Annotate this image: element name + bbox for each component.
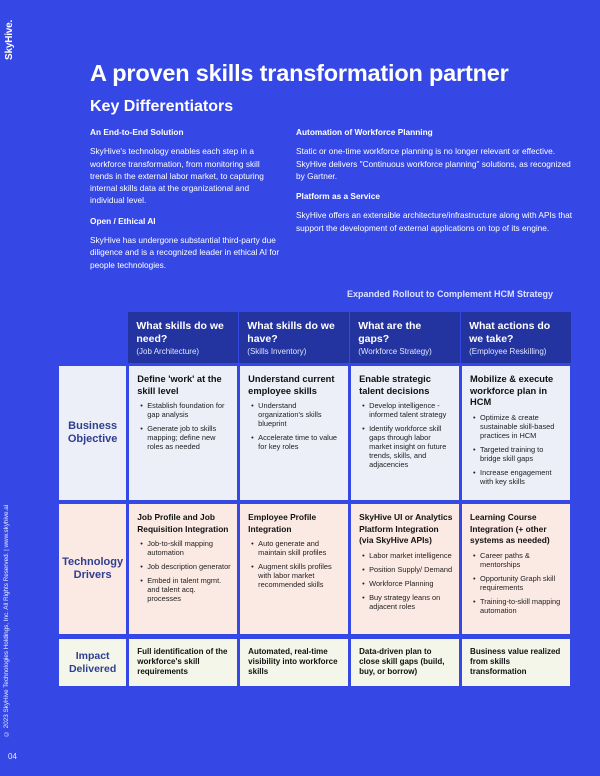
column-subtitle: (Skills Inventory) — [247, 347, 307, 356]
table-header-row — [58, 312, 572, 363]
impact-text: Full identification of the workforce's skill requirements — [137, 647, 228, 676]
differentiators-left — [90, 126, 285, 279]
cell-title: SkyHive UI or Analytics Platform Integration (via SkyHive APIs) — [359, 512, 453, 545]
column-question: What skills do we need? — [136, 320, 224, 345]
header-spacer — [58, 312, 127, 363]
bullet: • Training-to-skill mapping automation — [480, 597, 564, 615]
differentiator-body: SkyHive offers an extensible architecture/infrastructure along with APIs that support the development of external applications on top of its engine. — [296, 210, 573, 233]
section-subtitle: Key Differentiators — [90, 98, 234, 115]
table-cell — [350, 638, 460, 687]
copyright-notice: © 2023 SkyHive Technologies Holdings, Inc. All Rights Reserved. | www.skyhive.ai — [3, 504, 10, 737]
row-label: Impact Delivered — [58, 638, 127, 687]
differentiator-heading: Open / Ethical AI — [90, 215, 156, 226]
column-subtitle: (Employee Reskilling) — [469, 347, 547, 356]
skyhive-logo: SkyHive. — [4, 19, 15, 60]
table-cell — [461, 638, 571, 687]
table-cell — [128, 638, 238, 687]
bullet: • Increase engagement with key skills — [480, 468, 564, 486]
cell-title: Enable strategic talent decisions — [359, 374, 431, 396]
page-number: 04 — [8, 752, 17, 761]
bullet: • Develop intelligence - informed talent strategy — [369, 401, 453, 419]
cell-title: Job Profile and Job Requisition Integration — [137, 512, 229, 534]
table-row-technology-drivers — [58, 503, 572, 635]
cell-title: Define 'work' at the skill level — [137, 374, 222, 396]
bullet: • Targeted training to bridge skill gaps — [480, 445, 564, 463]
column-question: What actions do we take? — [469, 320, 551, 345]
table-cell — [461, 503, 571, 635]
bullet: • Optimize & create sustainable skill-based practices in HCM — [480, 413, 564, 440]
table-cell — [239, 503, 349, 635]
differentiator-body: SkyHive's technology enables each step in a workforce transformation, from monitoring skill trends in the external labor market, to capturing internal skills data at the organizational and individual level. — [90, 146, 264, 206]
differentiator-heading: Automation of Workforce Planning — [296, 127, 433, 137]
column-subtitle: (Job Architecture) — [136, 347, 200, 356]
column-subtitle: (Workforce Strategy) — [358, 347, 432, 356]
page-title: A proven skills transformation partner — [90, 60, 509, 86]
differentiator-body: Static or one-time workforce planning is no longer relevant or effective. SkyHive delivers "Continuous workforce planning" solutions, as recognized by Gartner. — [296, 146, 571, 181]
table-cell — [350, 365, 460, 501]
table-cell — [128, 365, 238, 501]
table-caption: Expanded Rollout to Complement HCM Strategy — [347, 289, 554, 299]
column-header — [239, 312, 349, 363]
bullet: • Understand organization's skills blueprint — [258, 401, 342, 428]
bullet: • Career paths & mentorships — [480, 551, 564, 569]
cell-title: Learning Course Integration (+ other systems as needed) — [470, 512, 550, 545]
impact-text: Automated, real-time visibility into workforce skills — [248, 647, 338, 676]
bullet: • Accelerate time to value for key roles — [258, 433, 342, 451]
differentiators-right — [296, 126, 576, 242]
bullet: • Labor market intelligence — [369, 551, 453, 560]
bullet: • Establish foundation for gap analysis — [147, 401, 231, 419]
differentiator-heading: Platform as a Service — [296, 191, 380, 202]
bullet: • Workforce Planning — [369, 579, 453, 588]
differentiator-heading: An End-to-End Solution — [90, 127, 184, 137]
cell-title: Understand current employee skills — [248, 374, 335, 396]
column-question: What are the gaps? — [358, 320, 422, 345]
bullet: • Embed in talent mgmt. and talent acq. processes — [147, 576, 231, 603]
bullet: • Position Supply/ Demand — [369, 565, 453, 574]
differentiator-body: SkyHive has undergone substantial third-party due diligence and is a recognized leader in ethical AI for people technologies. — [90, 235, 280, 270]
bullet: • Job-to-skill mapping automation — [147, 539, 231, 557]
table-cell — [239, 365, 349, 501]
impact-text: Business value realized from skills transformation — [470, 647, 561, 676]
bullet: • Opportunity Graph skill requirements — [480, 574, 564, 592]
cell-title: Mobilize & execute workforce plan in HCM — [470, 374, 554, 407]
table-cell — [128, 503, 238, 635]
table-cell — [350, 503, 460, 635]
bullet: • Auto generate and maintain skill profiles — [258, 539, 342, 557]
bullet: • Job description generator — [147, 562, 231, 571]
column-question: What skills do we have? — [247, 320, 335, 345]
bullet: • Generate job to skills mapping; define new roles as needed — [147, 424, 231, 451]
column-header — [350, 312, 460, 363]
table-cell — [461, 365, 571, 501]
row-label: Business Objective — [58, 365, 127, 501]
row-label: Technology Drivers — [58, 503, 127, 635]
column-header — [461, 312, 571, 363]
table-row-impact-delivered — [58, 638, 572, 687]
impact-text: Data-driven plan to close skill gaps (build, buy, or borrow) — [359, 647, 445, 676]
bullet: • Identify workforce skill gaps through labor market insight on future trends, skills, and adjacencies — [369, 424, 453, 469]
strategy-table — [58, 312, 572, 687]
table-row-business-objective — [58, 365, 572, 501]
bullet: • Buy strategy leans on adjacent roles — [369, 593, 453, 611]
cell-title: Employee Profile Integration — [248, 512, 317, 534]
column-header — [128, 312, 238, 363]
bullet: • Augment skills profiles with labor market recommended skills — [258, 562, 342, 589]
table-cell — [239, 638, 349, 687]
